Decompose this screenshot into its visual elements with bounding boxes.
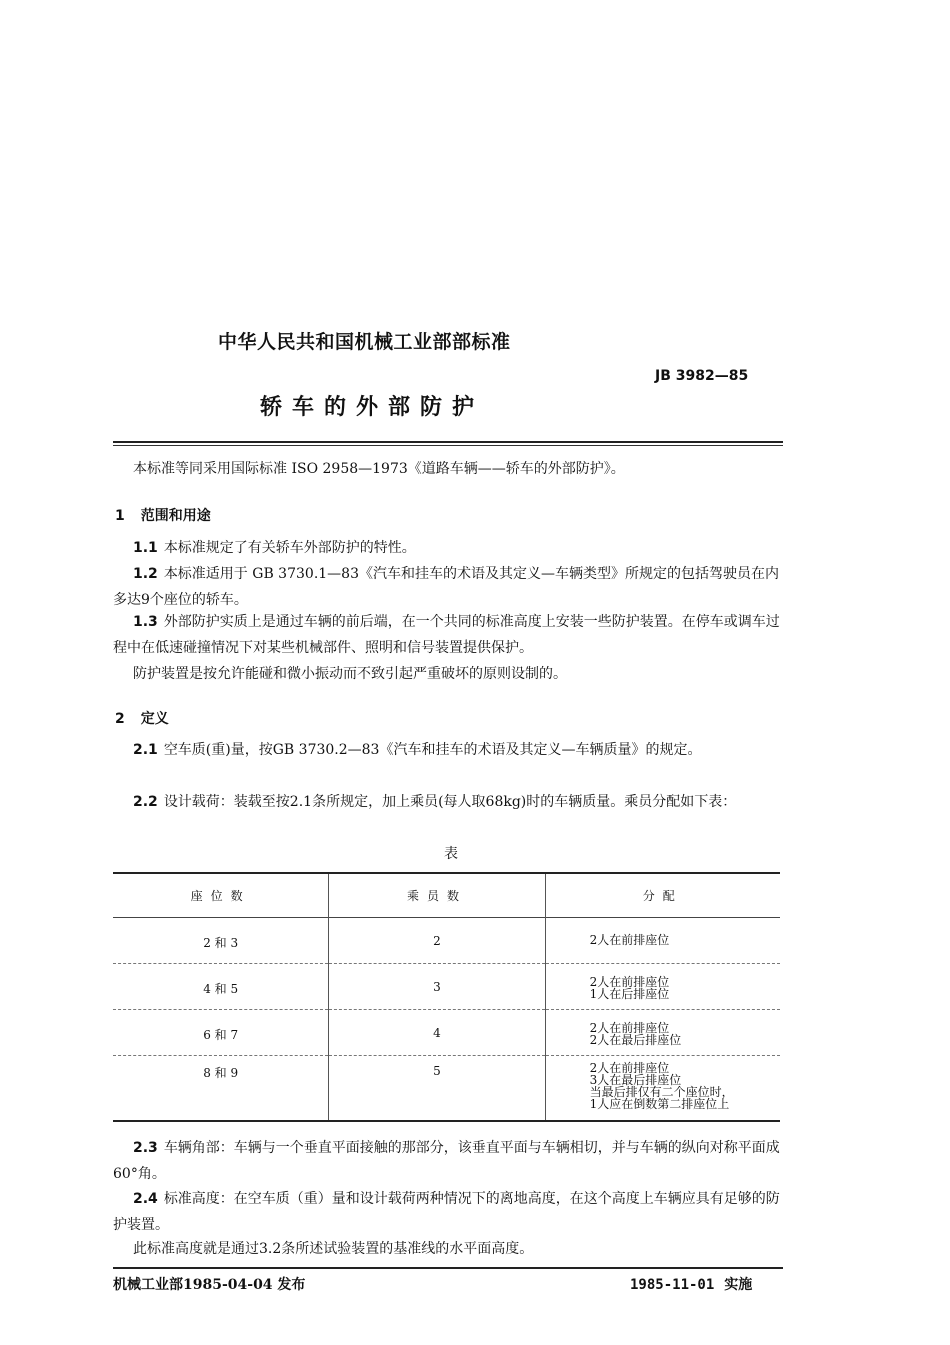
- cell-seats: 6 和 7: [203, 1027, 239, 1042]
- section-title: 定义: [140, 711, 169, 727]
- clause-text: 本标准适用于 GB 3730.1—83《汽车和挂车的术语及其定义—车辆类型》所规定的包括驾驶员在内多达9个座位的轿车。: [113, 566, 779, 608]
- cell-seats: 2 和 3: [203, 935, 239, 950]
- clause-text: 空车质(重)量，按GB 3730.2—83《汽车和挂车的术语及其定义—车辆质量》的规定。: [163, 742, 702, 758]
- clause-text: 本标准规定了有关轿车外部防护的特性。: [163, 540, 416, 556]
- clause-number: 1.3: [133, 614, 158, 630]
- cell-seats: 4 和 5: [203, 981, 239, 996]
- distribution-line: 当最后排仅有二个座位时，: [589, 1084, 734, 1099]
- cell-occupants: 5: [329, 1055, 545, 1121]
- section-number: 1: [115, 508, 125, 524]
- clause-number: 2.1: [133, 742, 158, 758]
- distribution-line: 3人在最后排座位: [589, 1072, 682, 1087]
- seat-distribution-table: [113, 872, 780, 1122]
- effective-label: 实施: [724, 1277, 753, 1293]
- section-1-heading: [115, 505, 211, 525]
- distribution-line: 2人在前排座位: [589, 974, 670, 989]
- publish-info: 机械工业部1985-04-04 发布: [113, 1277, 306, 1293]
- issuing-authority: 中华人民共和国机械工业部部标准: [218, 331, 511, 353]
- clause-2-4-continued: [113, 1236, 783, 1262]
- clause-text: 设计载荷：装载至按2.1条所规定，加上乘员(每人取68kg)时的车辆质量。乘员分配如下表：: [163, 794, 737, 810]
- clause-1-1: [113, 535, 783, 561]
- clause-number: 1.1: [133, 540, 158, 556]
- header-occupants: 乘员数: [329, 873, 545, 917]
- table-row: [113, 1055, 780, 1121]
- cell-occupants: 2: [329, 917, 545, 963]
- distribution-line: 1人在后排座位: [589, 986, 670, 1001]
- effective-info: [630, 1274, 752, 1294]
- clause-text: 此标准高度就是通过3.2条所述试验装置的基准线的水平面高度。: [133, 1241, 534, 1257]
- intro-paragraph: [113, 456, 783, 482]
- clause-number: 2.2: [133, 794, 158, 810]
- clause-2-3: [113, 1135, 783, 1187]
- effective-date: 1985-11-01: [630, 1277, 715, 1293]
- distribution-line: 2人在前排座位: [589, 1060, 670, 1075]
- table-caption: 表: [444, 846, 458, 862]
- distribution-line: 2人在最后排座位: [589, 1032, 682, 1047]
- footer-rule: [113, 1267, 783, 1269]
- cell-occupants: 4: [329, 1009, 545, 1055]
- standard-number: JB 3982—85: [655, 368, 749, 384]
- clause-number: 2.3: [133, 1140, 158, 1156]
- header-seats: 座位数: [190, 888, 251, 903]
- document-title: 轿车的外部防护: [260, 394, 485, 420]
- section-title: 范围和用途: [140, 508, 211, 524]
- distribution-line: 2人在前排座位: [589, 1020, 670, 1035]
- clause-2-4: [113, 1186, 783, 1238]
- section-2-heading: [115, 708, 169, 728]
- cell-distribution: [545, 1009, 780, 1055]
- clause-1-3-continued: [113, 661, 783, 687]
- clause-text: 标准高度：在空车质（重）量和设计载荷两种情况下的离地高度，在这个高度上车辆应具有足够的防护装置。: [113, 1191, 780, 1233]
- cell-seats: 8 和 9: [203, 1065, 239, 1080]
- distribution-line: 1人应在倒数第二排座位上: [589, 1096, 730, 1111]
- clause-text: 防护装置是按允许能碰和微小振动而不致引起严重破坏的原则设制的。: [133, 666, 567, 682]
- cell-distribution: [545, 1055, 780, 1121]
- table-row: [113, 917, 780, 963]
- clause-2-1: [113, 737, 783, 763]
- distribution-line: 2人在前排座位: [589, 932, 670, 947]
- cell-distribution: [545, 963, 780, 1009]
- clause-number: 2.4: [133, 1191, 158, 1207]
- cell-occupants: 3: [329, 963, 545, 1009]
- table-row: [113, 963, 780, 1009]
- cell-distribution: [545, 917, 780, 963]
- table-header-row: [113, 873, 780, 917]
- clause-2-2: [113, 789, 783, 815]
- section-number: 2: [115, 711, 125, 727]
- table-row: [113, 1009, 780, 1055]
- header-rule: [113, 441, 783, 446]
- header-distribution: 分配: [545, 873, 780, 917]
- clause-text: 车辆角部：车辆与一个垂直平面接触的那部分，该垂直平面与车辆相切，并与车辆的纵向对称平面成60°角。: [113, 1140, 780, 1182]
- intro-text: 本标准等同采用国际标准 ISO 2958—1973《道路车辆——轿车的外部防护》。: [133, 461, 625, 477]
- clause-text: 外部防护实质上是通过车辆的前后端，在一个共同的标准高度上安装一些防护装置。在停车或调车过程中在低速碰撞情况下对某些机械部件、照明和信号装置提供保护。: [113, 614, 780, 656]
- clause-1-2: [113, 561, 783, 613]
- clause-1-3: [113, 609, 783, 661]
- clause-number: 1.2: [133, 566, 158, 582]
